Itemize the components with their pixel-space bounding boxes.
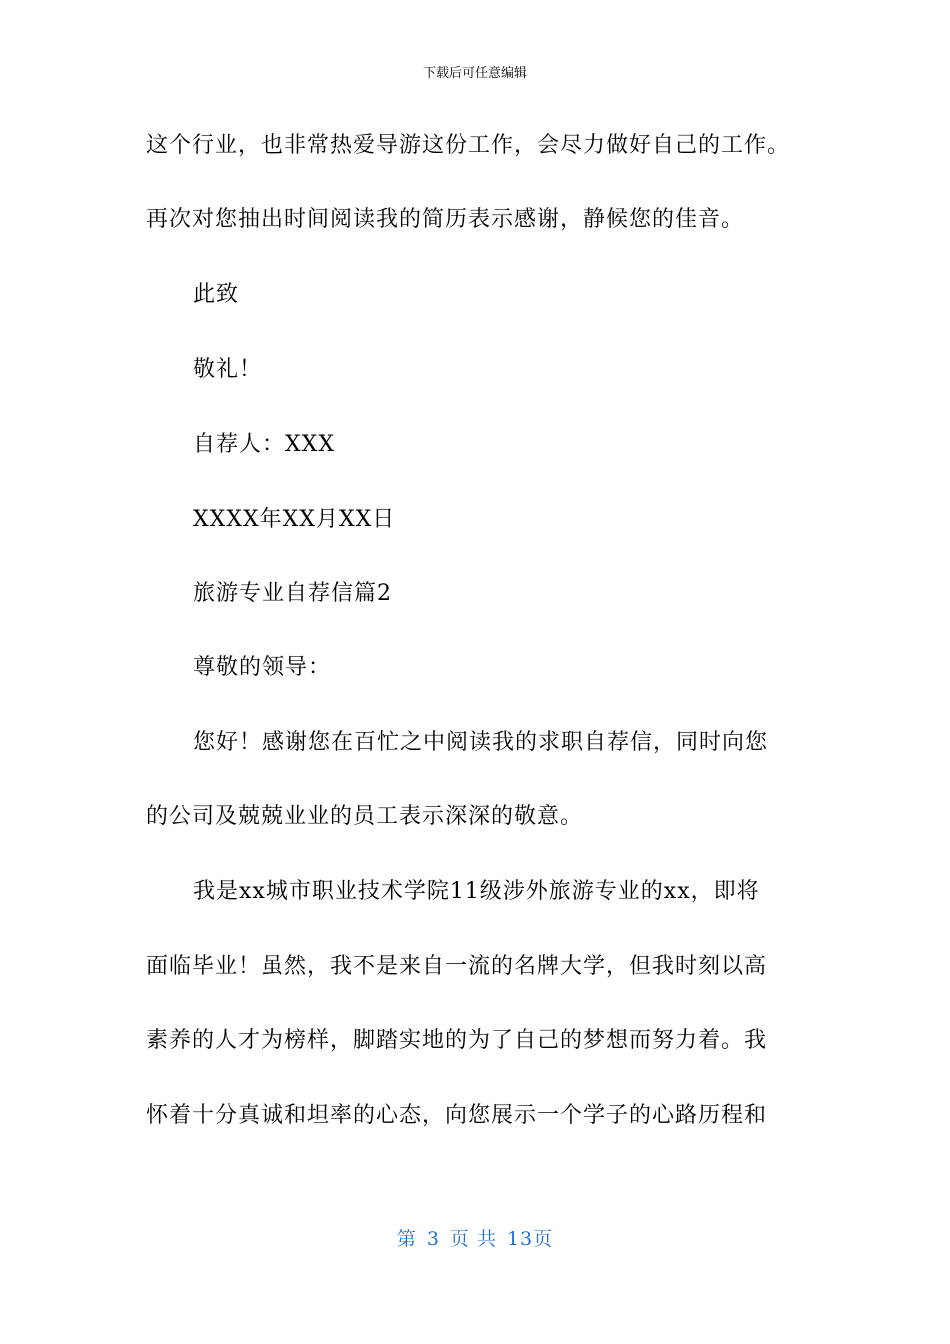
body-line: 的公司及兢兢业业的员工表示深深的敬意。 [146, 804, 584, 829]
salutation-line: 此致 [193, 282, 240, 307]
body-line: 怀着十分真诚和坦率的心态，向您展示一个学子的心路历程和 [146, 1103, 768, 1128]
current-page-number: 3 [426, 1228, 440, 1250]
total-page-number: 13 [506, 1228, 534, 1250]
signature-line: 自荐人：XXX [193, 432, 335, 457]
header-note: 下载后可任意编辑 [422, 66, 527, 81]
salutation-line: 敬礼！ [193, 357, 263, 382]
body-line: 再次对您抽出时间阅读我的简历表示感谢，静候您的佳音。 [146, 207, 745, 232]
body-line: 我是xx城市职业技术学院11级涉外旅游专业的xx，即将 [193, 879, 760, 904]
footer-suffix: 页 [533, 1228, 554, 1250]
body-line: 您好！感谢您在百忙之中阅读我的求职自荐信，同时向您 [193, 730, 769, 755]
body-line: 素养的人才为榜样，脚踏实地的为了自己的梦想而努力着。我 [146, 1028, 768, 1053]
page-footer [0, 1226, 950, 1252]
footer-prefix: 第 [396, 1228, 417, 1250]
date-line: XXXX年XX月XX日 [193, 507, 396, 532]
footer-middle: 页 共 [449, 1228, 497, 1250]
body-line: 这个行业，也非常热爱导游这份工作，会尽力做好自己的工作。 [146, 133, 791, 158]
greeting-line: 尊敬的领导： [193, 655, 332, 680]
section-title: 旅游专业自荐信篇2 [193, 581, 392, 606]
body-line: 面临毕业！虽然，我不是来自一流的名牌大学，但我时刻以高 [146, 954, 768, 979]
